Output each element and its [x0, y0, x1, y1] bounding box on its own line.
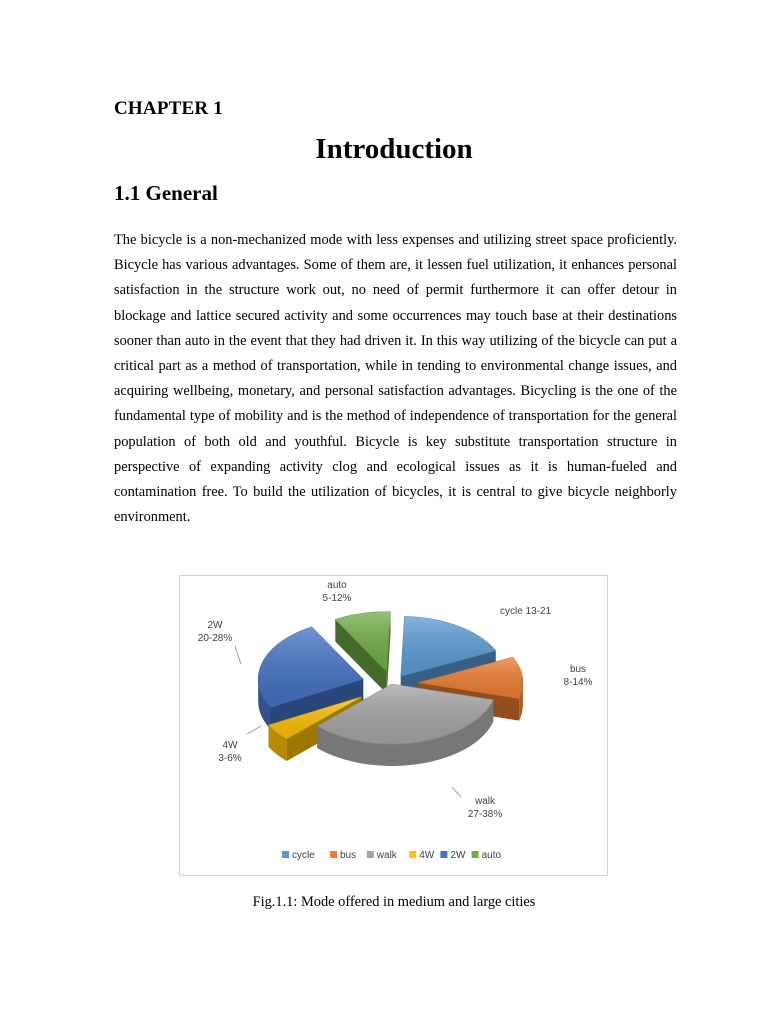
pie-chart-figure — [179, 575, 608, 876]
chapter-label: CHAPTER 1 — [114, 98, 223, 119]
legend-swatch-auto — [472, 851, 479, 858]
page-title: Introduction — [315, 133, 473, 165]
legend-label-auto: auto — [481, 850, 502, 861]
body-paragraph: The bicycle is a non-mechanized mode with less expenses and utilizing street space proficiently. Bicycle has various advantages. Some of them are, it lessen fuel utilization, it enhances personal satisfaction in the structure work out, no need of permit furthermore it can offer detour in blockage and lattice secured activity and some occurrences may touch base at their destinations sooner than auto in the event that they had driven it. In this way utilizing of the bicycle can put a critical part as a method of transportation, while in tending to environmental change issues, and acquiring wellbeing, monetary, and personal satisfaction advantages. Bicycling is the one of the fundamental type of mobility and is the method of independence of transportation for the general population of both old and youthful. Bicycle is key substitute transportation structure in perspective of expanding activity clog and ecological issues as it is human-fueled and contamination free. To build the utilization of bicycles, it is central to give bicycle neighborly environment. — [114, 232, 677, 526]
slice-label-cycle: cycle 13-21 — [500, 606, 552, 617]
pie-chart — [180, 576, 607, 875]
slice-label-2w: 2W 20-28% — [197, 620, 233, 644]
slice-label-4w: 4W 3-6% — [218, 740, 242, 764]
legend-label-4w: 4W — [419, 850, 435, 861]
legend-swatch-walk — [367, 851, 374, 858]
leader-line-walk — [452, 787, 461, 797]
legend-label-cycle: cycle — [292, 850, 315, 861]
leader-line-4w — [247, 726, 261, 734]
legend-swatch-bus — [330, 851, 337, 858]
slice-label-walk: walk 27-38% — [467, 796, 503, 820]
section-heading: 1.1 General — [114, 181, 218, 205]
slice-label-bus: bus 8-14% — [563, 664, 593, 688]
legend-swatch-cycle — [282, 851, 289, 858]
legend-label-bus: bus — [340, 850, 357, 861]
leader-line-2w — [235, 646, 241, 664]
chart-legend — [282, 850, 502, 861]
legend-label-2w: 2W — [450, 850, 466, 861]
slice-label-auto: auto 5-12% — [322, 580, 352, 604]
legend-swatch-4w — [409, 851, 416, 858]
figure-caption: Fig.1.1: Mode offered in medium and large cities — [252, 894, 536, 910]
legend-label-walk: walk — [376, 850, 397, 861]
legend-swatch-2w — [440, 851, 447, 858]
